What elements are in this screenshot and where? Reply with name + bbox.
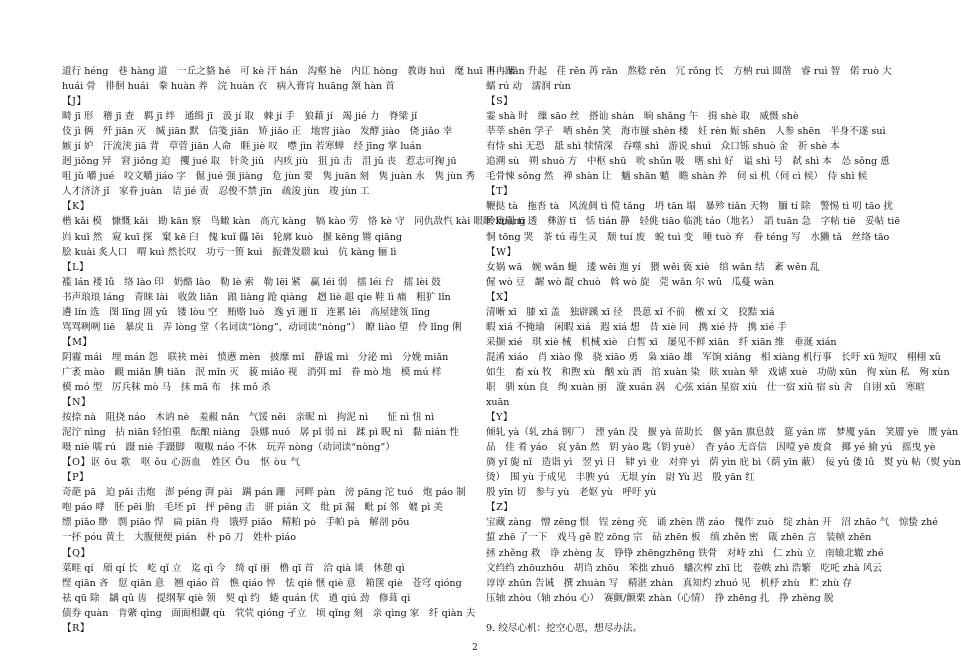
- section-heading: 【K】: [62, 201, 90, 213]
- vocab-line: 9. 绞尽心机：挖空心思，想尽办法。: [486, 622, 643, 634]
- vocab-line: 骂骂咧咧 liē 暴戾 lì 弄 lòng 堂（名词读“lòng”，动词读“nòng”） 瞭 liào 望 伶 lǐng 俐: [62, 321, 462, 333]
- vocab-line: 有恃 shì 无恐 舐 shì 犊情深 吞噬 shì 游说 shuì 众口铄 shuò 金 祈 shè 本: [486, 141, 840, 153]
- vocab-line: 冉冉 rǎn 升起 荏 rěn 苒 rǎn 熬稔 rěn 冗 rǒng 长 方枘 ruì 圆凿 睿 ruì 智 偌 ruò 大: [486, 66, 892, 77]
- vocab-line: 阴霾 mái 埋 mán 怨 联袂 mèi 愤懑 mèn 披靡 mǐ 静谧 mì 分泌 mì 分娩 miǎn: [62, 351, 449, 363]
- vocab-line: 追溯 sù 朔 shuò 方 中枢 shū 吮 shǔn 吸 嗜 shì 好 谥 shì 号 弑 shì 本 怂 sǒng 恿: [486, 156, 890, 168]
- section-heading: 【S】: [486, 96, 514, 108]
- vocab-line: 倾轧 yà（轧 zhá 钢厂） 湮 yān 没 揠 yà 苗助长 偃 yǎn 旗息鼓 筵 yán 席 梦魇 yǎn 笑靥 yè 赝 yàn: [486, 427, 959, 439]
- vocab-line: 债券 quàn 肯綮 qìng 面面相觑 qù 茕茕 qióng 孑立 顷 qǐng 刻 亲 qìng 家 纤 qiàn 夫: [62, 607, 476, 619]
- vocab-line: 玲珑剔 tī 透 彝游 tī 恬 tián 静 轻佻 tiāo 临洮 táo（地名） 謟 tuān 急 字帖 tiē 妥帖 tiē: [486, 216, 900, 228]
- section-heading: 【L】: [62, 261, 90, 273]
- section-heading: 【W】: [486, 246, 517, 258]
- vocab-line: 模 mó 型 厉兵秣 mò 马 抹 mā 布 抹 mǒ 杀: [62, 381, 271, 393]
- section-heading: 【X】: [486, 291, 514, 303]
- vocab-line: 楷 kǎi 模 慷慨 kǎi 勘 kān 察 鸟瞰 kàn 高亢 kàng 犒 kào 劳 恪 kè 守 同仇敌忾 kài 眼眶 kuàng: [62, 216, 526, 228]
- vocab-line: 宝藏 zàng 憎 zēng 恨 锃 zèng 亮 诵 zhèn 凿 záo 傀作 zuò 绽 zhàn 开 沼 zhǎo 气 惊蛰 zhé: [486, 517, 938, 529]
- section-heading: 【M】: [62, 336, 93, 348]
- section-heading: 【R】: [62, 622, 90, 634]
- vocab-line: 清晰 xī 膝 xī 盖 独辟蹊 xī 径 畏葸 xǐ 不前 檄 xí 文 狡黠 xiá: [486, 306, 775, 318]
- vocab-line: 暇 xiá 不掩瑜 闲暇 xiá 遐 xiá 想 昔 xiè 同 携 xié 持 携 xié 手: [486, 321, 787, 333]
- section-heading: 【Q】: [62, 547, 91, 559]
- vocab-line: xuān: [486, 397, 510, 409]
- vocab-line: 采撷 xié 琪 xiè 械 机械 xiè 白皙 xī 屡见不鲜 xiān 纤 xiān 维 垂涎 xián: [486, 336, 837, 348]
- vocab-line: 混淆 xiáo 肖 xiào 像 骁 xiāo 勇 枭 xiāo 雄 军饷 xiǎng 相 xiàng 机行事 长吁 xū 短叹 栩栩 xǔ: [486, 351, 941, 363]
- vocab-line: 殷 yīn 切 参与 yù 老妪 yù 呼吁 yù: [486, 487, 657, 499]
- vocab-line: 祛 qū 除 龋 qǔ 齿 提纲挈 qiè 领 契 qì 约 蜷 quán 伏 遒 qiú 劲 修葺 qì: [62, 592, 411, 604]
- vocab-line: 咀 jǔ 嚼 jué 咬文嚼 jiáo 字 倔 jué 强 jiàng 危 jùn 要 隽 juān 刻 隽 juàn 永 隽 jùn 秀: [62, 171, 476, 183]
- vocab-line: 蜇 zhē 了一下 戏马 gě 腔 zōng 宗 砧 zhēn 板 缜 zhěn 密 箴 zhēn 言 装帧 zhēn: [486, 532, 872, 544]
- vocab-line: huái 骨 徘徊 huái 豢 huàn 养 浣 huàn 衣 病入膏肓 huāng 颔 hàn 首: [62, 81, 395, 93]
- vocab-line: 毛骨悚 sǒng 然 禅 shàn 让 魑 shān 魈 瞻 shàn 养 伺 sì 机（伺 cì 候） 侍 shì 候: [486, 171, 868, 183]
- vocab-line: 文绉绉 zhōuzhōu 胡诌 zhōu 笨拙 zhuō 蟠次榨 zhī 比 卷帙 zhì 浩繁 吃吒 zhà 风云: [486, 562, 883, 574]
- vocab-line: 鞭挞 tà 拖沓 tà 风流倜 tì 傥 tǎng 坍 tān 塌 暴殄 tiǎn 天物 腼 tí 除 警惕 tì 叨 tāo 扰: [486, 201, 893, 213]
- vocab-line: 菜畦 qí 頎 qí 长 屹 qǐ 立 迄 qì 今 绮 qǐ 丽 橹 qī 首 洽 qià 谈 休憩 qì: [62, 562, 405, 574]
- vocab-line: 蠕 rú 动 濡润 rùn: [486, 81, 571, 93]
- spacer: [486, 606, 878, 621]
- vocab-line: 女娲 wā 婉 wǎn 蜒 逶 wēi 迤 yí 猥 wěi 亵 xiè 绾 wǎn 结 紊 wěn 乱: [486, 261, 820, 273]
- vocab-line: 拯 zhěng 救 诤 zhèng 友 铮铮 zhēngzhēng 铁骨 对峙 zhì 仁 zhù 立 南辕北辙 zhé: [486, 547, 884, 559]
- vocab-line: 嫉 jí 妒 汗流浃 jiā 背 草菅 jiān 人命 睚 jiè 叹 噤 jìn 若寒蝉 经 jīng 掌 luán: [62, 141, 422, 153]
- section-heading: 【Z】: [486, 502, 514, 514]
- vocab-line: 畸 jī 形 稽 jī 查 羁 jī 绊 通缉 jī 汲 jí 取 棘 jí 手 狼藉 jí 竭 jié 力 脊梁 jǐ: [62, 111, 418, 123]
- vocab-line: 褴 lán 褛 lǚ 络 lào 印 奶酪 lào 勒 lè 索 勒 lēi 紧 赢 léi 弱 擂 léi 台 擂 lèi 鼓: [62, 276, 441, 288]
- vocab-line: 泥泞 nìng 拈 niān 轻怕重 酝酿 niàng 袅娜 nuó 孱 pǐ 弱 nì 蹂 pì 睨 nì 黏 nián 性: [62, 427, 459, 439]
- vocab-line: 伎 jì 俩 歼 jiān 灭 缄 jiān 默 信笺 jiān 矫 jiǎo 正 地窖 jiào 发酵 jiào 侥 jiǎo 幸: [62, 126, 453, 138]
- vocab-line: 奇葩 pā 迫 pǎi 击炮 澎 péng 湃 pài 蹒 pán 跚 河畔 pàn 滂 pāng 沱 tuó 炮 páo 制: [62, 487, 466, 499]
- vocab-line: 烫） 围 yù 于成见 丰腴 yú 无垠 yín 尉 Yù 迟 殷 yān 红: [486, 472, 755, 484]
- vocab-line: 如生 畜 xù 牧 和煦 xù 酗 xù 酒 涫 xuàn 染 眩 xuàn 晕 戏谑 xuè 功勋 xūn 徇 xùn 私 殉 xùn: [486, 366, 950, 378]
- vocab-line: 一抔 póu 黄土 大腹便便 pián 朴 pō 刀 姓朴 piáo: [62, 532, 297, 544]
- vocab-line: 偓 wò 豆 龌 wò 龊 chuò 斡 wò 旋 莞 wǎn 尔 wǔ 瓜蔓 wàn: [486, 276, 774, 288]
- page-number: 2: [472, 643, 478, 653]
- vocab-line: 广袤 mào 靦 miǎn 腆 tiǎn 泯 mǐn 灭 藐 miǎo 视 消弭 mǐ 眷 mò 地 模 mú 样: [62, 366, 442, 378]
- vocab-line: 缥 piǎo 缈 剽 piāo 悍 扁 piān 舟 饿殍 piǎo 精粕 pò 手帕 pà 解剖 pōu: [62, 517, 410, 529]
- vocab-line: 脍 kuài 炙人口 喟 kuì 然长叹 功亏一篑 kuì 振聋发聩 kuì 伉 kàng 俪 lì: [62, 246, 397, 258]
- vocab-line: 书声琅琅 láng 青睐 lài 收敛 liǎn 踉 liàng 跄 qiàng 趔 liè 趄 qie 鞋 lì 痛 粗犷 lǐn: [62, 291, 451, 303]
- section-heading: 【P】: [62, 472, 90, 484]
- vocab-line: 遴 lín 选 图 lǐng 圄 yǔ 镂 lòu 空 贿赂 luò 逸 yī 逦 lǐ 连累 lěi 高屋建瓴 lǐng: [62, 306, 431, 318]
- vocab-line: 旖 yǐ 旎 nǐ 造诣 yì 翌 yì 日 肄 yì 业 对弈 yì 荫 yìn 庇 bì（荫 yīn 蔽） 佞 yǔ 偻 lǚ 熨 yù 帖（熨 yùn: [486, 457, 961, 469]
- section-heading: 【Y】: [486, 412, 514, 424]
- section-heading: 【T】: [486, 186, 514, 198]
- vocab-line: 道行 héng 巷 hàng 道 一丘之貉 hé 可 kè 汗 hán 沟壑 hè 内讧 hòng 教诲 huì 麾 huī 下 踝: [62, 66, 515, 77]
- vocab-line: 按捺 nà 阻挠 náo 木讷 nè 羞赧 nǎn 气馁 něi 亲昵 nì 拘泥 nì 怔 nì 忸 nì: [62, 412, 435, 424]
- section-heading: 【O】讴 ōu 歌 呕 ǒu 心沥血 姓区 Ōu 怄 òu 气: [62, 457, 301, 469]
- section-heading: 【N】: [62, 397, 92, 409]
- vocab-line: 莘莘 shēn 学子 哂 shěn 笑 海市蜃 shèn 楼 妊 rèn 娠 shēn 人参 shēn 半身不遂 suì: [486, 126, 886, 138]
- vocab-line: 品 佳 肴 yáo 哀 yǎn 然 钥 yào 匙（钥 yuè） 杳 yǎo 无音信 因噎 yē 废食 揶 yé 揄 yú 摇曳 yè: [486, 442, 936, 454]
- vocab-line: 迥 jiǒng 异 窘 jiǒng 迫 攫 jué 取 针灸 jiǔ 内疚 jiù 狙 jū 击 沮 jǔ 丧 惹志可掬 jū: [62, 156, 457, 168]
- vocab-line: 悭 qiān 吝 愆 qiān 意 翘 qiáo 首 憔 qiáo 悴 怯 qiè 惬 qiè 意 箱箧 qiè 苍穹 qióng: [62, 577, 462, 589]
- vocab-line: 人才济济 jǐ 家眷 juàn 诘 jié 责 忍俊不禁 jīn 疏浚 jùn 竣 jùn 工: [62, 186, 370, 198]
- vocab-line: 嗫 niè 嚅 rú 蹑 niè 手蹑脚 呶呶 náo 不休 玩弄 nòng（动词读“nòng”）: [62, 442, 395, 454]
- vocab-line: 岿 kuī 然 窥 kuī 探 窠 kē 臼 傀 kuǐ 儡 lěi 轮廓 kuò 揠 kēng 锵 qiāng: [62, 231, 403, 243]
- section-heading: 【J】: [62, 96, 87, 108]
- vocab-line: 咆 páo 哮 胚 pēi 胎 毛坯 pī 抨 pēng 击 骈 pián 文 纰 pī 漏 毗 pí 邻 媲 pì 美: [62, 502, 444, 514]
- vocab-line: 恫 tōng 哭 茶 tú 毒生灵 颓 tuí 废 蜕 tuì 变 唾 tuò 弃 眷 téng 写 水獭 tǎ 丝络 tāo: [486, 231, 890, 243]
- right-text-column: [486, 64, 961, 636]
- vocab-line: 压轴 zhòu（轴 zhóu 心） 赛颤/颤栗 zhàn（心情） 挣 zhēng 扎 挣 zhèng 脱: [486, 592, 834, 604]
- vocab-line: 霎 shà 时 缫 sāo 丝 搭讪 shàn 晌 shǎng 午 揖 shè 取 威慑 shè: [486, 111, 799, 123]
- vocab-line: 职 驯 xùn 良 绚 xuàn 丽 漩 xuán 涡 心弦 xián 星宿 xiù 仕一宿 xiǔ 宿 sù 舍 自诩 xǔ 寒暄: [486, 381, 925, 393]
- vocab-line: 谆谆 zhūn 告诫 撰 zhuàn 写 精湛 zhàn 真知灼 zhuó 见 机杼 zhù 贮 zhù 存: [486, 577, 853, 589]
